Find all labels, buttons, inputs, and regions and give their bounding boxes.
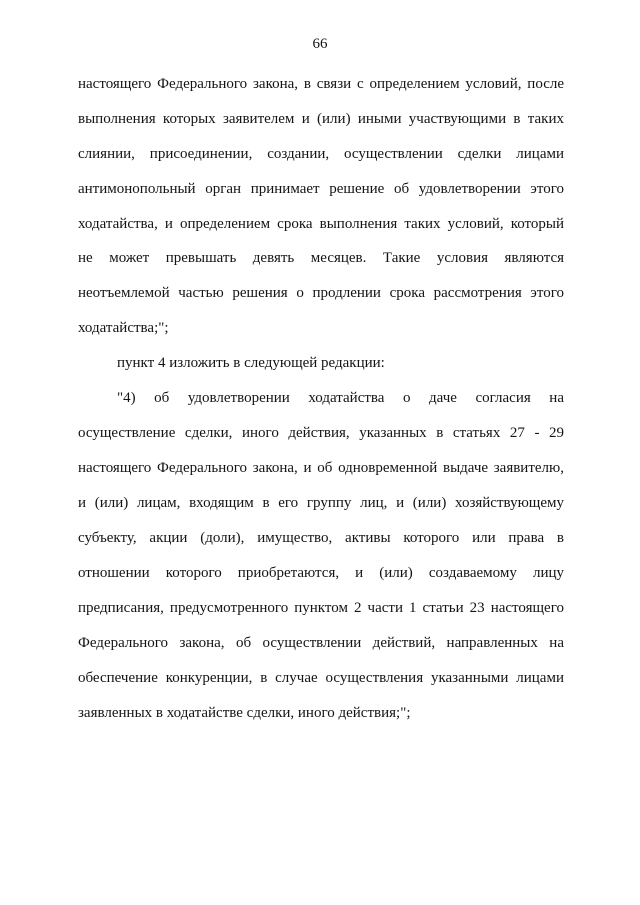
paragraph-1-line-4: антимонопольный орган принимает решение об удовлетворении этого (78, 181, 564, 197)
paragraph-1-line-8: ходатайства;"; (78, 320, 169, 336)
paragraph-1-line-3: слиянии, присоединении, создании, осуществлении сделки лицами (78, 146, 564, 162)
paragraph-3-line-9: обеспечение конкуренции, в случае осуществления указанными лицами (78, 670, 564, 686)
paragraph-2-line-1: пункт 4 изложить в следующей редакции: (117, 355, 385, 371)
paragraph-3-line-10: заявленных в ходатайстве сделки, иного действия;"; (78, 705, 411, 721)
paragraph-3-line-7: предписания, предусмотренного пунктом 2 части 1 статьи 23 настоящего (78, 600, 564, 616)
paragraph-3-line-4: и (или) лицам, входящим в его группу лиц, и (или) хозяйствующему (78, 495, 564, 511)
page-number: 66 (312, 36, 328, 52)
paragraph-1-line-2: выполнения которых заявителем и (или) иными участвующими в таких (78, 111, 564, 127)
paragraph-3-line-6: отношении которого приобретаются, и (или) создаваемому лицу (78, 565, 564, 581)
paragraph-3-line-3: настоящего Федерального закона, и об одновременной выдаче заявителю, (78, 460, 564, 476)
paragraph-1-line-1: настоящего Федерального закона, в связи с определением условий, после (78, 76, 564, 92)
paragraph-3-line-1: "4) об удовлетворении ходатайства о даче согласия на (117, 390, 564, 406)
paragraph-3-line-5: субъекту, акции (доли), имущество, активы которого или права в (78, 530, 564, 546)
paragraph-1-line-5: ходатайства, и определением срока выполнения таких условий, который (78, 216, 564, 232)
paragraph-1-line-7: неотъемлемой частью решения о продлении срока рассмотрения этого (78, 285, 564, 301)
paragraph-3-line-8: Федерального закона, об осуществлении действий, направленных на (78, 635, 564, 651)
paragraph-1-line-6: не может превышать девять месяцев. Такие условия являются (78, 250, 564, 266)
paragraph-3-line-2: осуществление сделки, иного действия, указанных в статьях 27 - 29 (78, 425, 564, 441)
